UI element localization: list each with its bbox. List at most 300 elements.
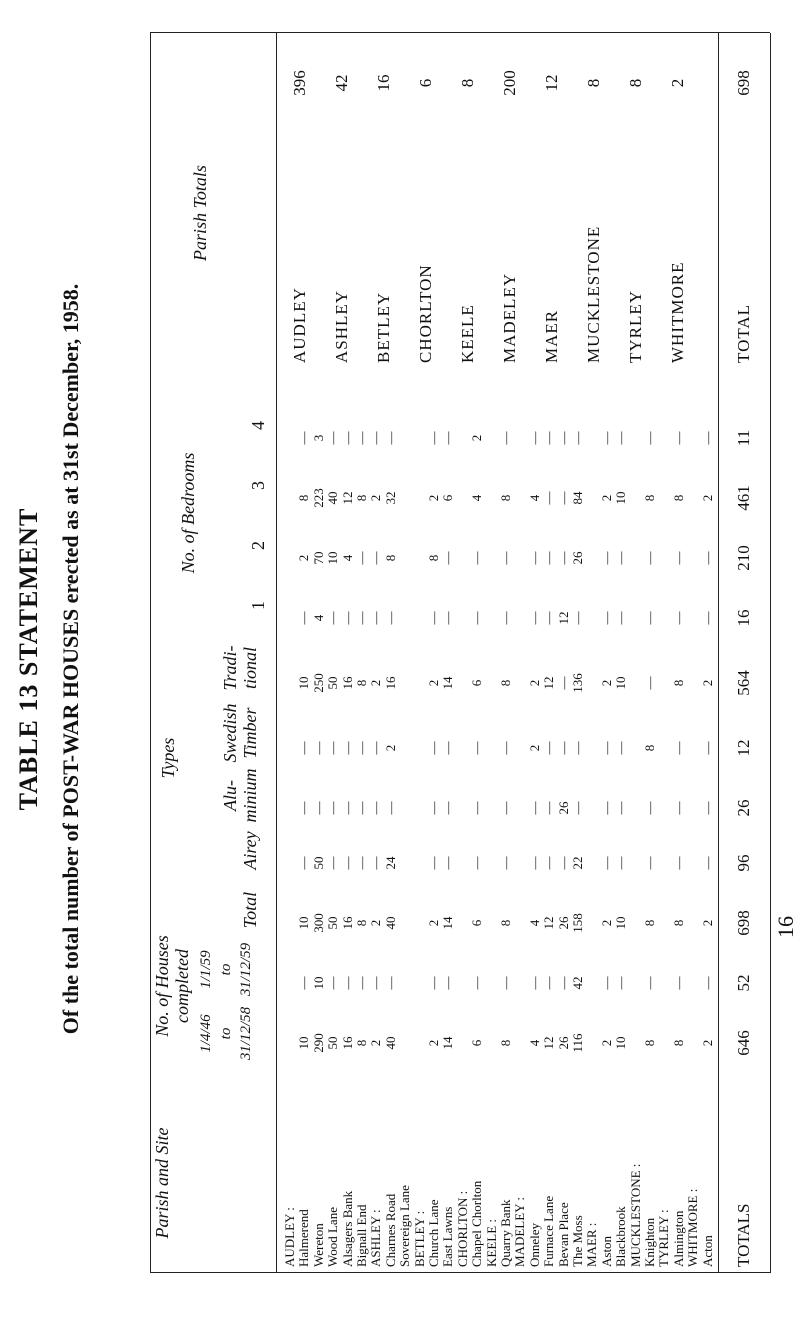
row-label: Aston xyxy=(598,1235,614,1267)
table-cell: 84 xyxy=(570,491,585,505)
table-cell: 2 xyxy=(426,919,441,927)
row-label: TYRLEY : xyxy=(656,1209,672,1267)
table-cell: 8 xyxy=(354,919,369,927)
parish-name: BETLEY xyxy=(374,291,393,363)
table-cell: 8 xyxy=(670,679,686,687)
table-cell: 50 xyxy=(310,856,326,870)
row-label: Onneley xyxy=(526,1222,542,1267)
table-cell: — xyxy=(339,976,355,990)
parish-total-value: 16 xyxy=(374,74,393,92)
table-cell: — xyxy=(526,856,542,870)
table-cell: — xyxy=(426,856,441,870)
table-title: TABLE 13 STATEMENT xyxy=(14,507,43,811)
table-cell: — xyxy=(368,856,384,870)
table-cell: — xyxy=(541,856,557,870)
row-label: Quarry Bank xyxy=(498,1199,513,1267)
table-cell: — xyxy=(598,741,614,755)
row-label: Blackbrook xyxy=(613,1206,629,1267)
totals-cell: 698 xyxy=(734,910,753,936)
table-cell: — xyxy=(541,491,557,505)
parish-total-value: 396 xyxy=(290,70,309,96)
header-bedrooms: No. of Bedrooms xyxy=(178,452,198,574)
table-cell: 12 xyxy=(339,491,355,505)
table-cell: — xyxy=(570,431,585,445)
table-cell: — xyxy=(426,801,441,815)
table-cell: 40 xyxy=(382,916,398,930)
parish-name: CHORLTON xyxy=(416,264,435,363)
parish-total-value: 8 xyxy=(458,78,477,88)
table-cell: 8 xyxy=(426,554,441,562)
table-cell: 50 xyxy=(325,1036,341,1050)
table-cell: — xyxy=(498,856,513,870)
table-cell: — xyxy=(339,856,355,870)
parish-name: MADELEY xyxy=(500,272,519,363)
table-cell: — xyxy=(570,801,585,815)
table-cell: — xyxy=(670,611,686,625)
table-cell: 8 xyxy=(498,1039,513,1047)
row-label: Acton xyxy=(699,1235,715,1267)
table-cell: — xyxy=(354,976,369,990)
table-cell: — xyxy=(382,976,398,990)
header-airey: Airey xyxy=(240,831,260,870)
table-cell: 26 xyxy=(555,916,571,930)
table-cell: — xyxy=(498,431,513,445)
table-cell: 16 xyxy=(339,676,355,690)
table-cell: — xyxy=(642,976,657,990)
table-cell: 2 xyxy=(699,1039,715,1047)
row-label: Wood Lane xyxy=(325,1207,341,1267)
table-cell: 250 xyxy=(310,673,326,693)
table-cell: — xyxy=(296,741,312,755)
table-cell: 2 xyxy=(368,919,384,927)
row-label: The Moss xyxy=(570,1215,585,1267)
table-cell: 2 xyxy=(296,554,312,562)
row-label: Furnace Lane xyxy=(541,1195,557,1267)
header-bed-3: 3 xyxy=(248,481,268,490)
table-cell: — xyxy=(570,611,585,625)
table-cell: 4 xyxy=(339,554,355,562)
table-cell: — xyxy=(699,976,715,990)
table-cell: 8 xyxy=(670,494,686,502)
table-cell: 14 xyxy=(440,916,456,930)
table-cell: — xyxy=(613,976,629,990)
table-cell: 12 xyxy=(541,916,557,930)
table-cell: 8 xyxy=(354,1039,369,1047)
table-cell: 16 xyxy=(382,676,398,690)
row-label: MAER : xyxy=(584,1222,600,1267)
table-cell: — xyxy=(382,611,398,625)
table-cell: 8 xyxy=(296,494,312,502)
row-label: Halmerend xyxy=(296,1209,312,1267)
table-cell: 26 xyxy=(555,1036,571,1050)
row-label: MUCKLESTONE : xyxy=(627,1163,643,1267)
table-cell: 40 xyxy=(325,491,341,505)
table-cell: 8 xyxy=(382,554,398,562)
row-label: Chapel Chorlton xyxy=(469,1180,485,1267)
header-traditional: Tradi- tional xyxy=(220,645,260,691)
table-cell: 26 xyxy=(555,801,571,815)
table-cell: — xyxy=(613,741,629,755)
table-cell: 8 xyxy=(642,744,657,752)
row-label: ASHLEY : xyxy=(368,1209,384,1267)
table-cell: 2 xyxy=(426,1039,441,1047)
table-cell: 6 xyxy=(469,919,485,927)
table-cell: 12 xyxy=(555,611,571,625)
table-cell: 158 xyxy=(570,913,585,933)
table-cell: 4 xyxy=(526,919,542,927)
table-cell: 2 xyxy=(526,744,542,752)
table-cell: — xyxy=(642,676,657,690)
row-label: WHITMORE : xyxy=(685,1188,701,1267)
table-cell: — xyxy=(382,431,398,445)
table-cell: — xyxy=(670,431,686,445)
table-cell: 2 xyxy=(598,919,614,927)
table-cell: — xyxy=(310,801,326,815)
grand-total-value: 698 xyxy=(734,70,753,96)
table-cell: 6 xyxy=(469,679,485,687)
table-cell: — xyxy=(526,611,542,625)
table-cell: 10 xyxy=(613,491,629,505)
table-cell: — xyxy=(325,976,341,990)
totals-cell: 564 xyxy=(734,670,753,696)
table-cell: — xyxy=(354,856,369,870)
header-bed-2: 2 xyxy=(248,541,268,550)
totals-cell: 11 xyxy=(734,429,753,447)
table-cell: — xyxy=(541,551,557,565)
row-label: Alsagers Bank xyxy=(339,1190,355,1267)
totals-rule xyxy=(718,33,719,1273)
table-cell: 2 xyxy=(598,494,614,502)
table-cell: — xyxy=(339,431,355,445)
table-cell: — xyxy=(368,551,384,565)
header-parish-totals: Parish Totals xyxy=(190,165,210,261)
row-label: BETLEY : xyxy=(411,1210,427,1267)
table-cell: 8 xyxy=(642,1039,657,1047)
header-aluminium: Alu- minium xyxy=(220,768,260,823)
totals-cell: 52 xyxy=(734,974,753,992)
table-cell: — xyxy=(469,551,485,565)
table-cell: 2 xyxy=(426,679,441,687)
table-cell: — xyxy=(368,976,384,990)
header-rule xyxy=(276,33,277,1273)
table-cell: 300 xyxy=(310,913,326,933)
table-cell: — xyxy=(642,551,657,565)
table-cell: — xyxy=(598,611,614,625)
table-cell: — xyxy=(555,676,571,690)
table-cell: — xyxy=(296,801,312,815)
table-cell: — xyxy=(642,856,657,870)
table-cell: — xyxy=(555,856,571,870)
table-cell: — xyxy=(613,611,629,625)
table-cell: — xyxy=(354,551,369,565)
table-cell: — xyxy=(699,551,715,565)
header-period-2: 1/1/59 to 31/12/59 xyxy=(198,942,254,997)
table-cell: — xyxy=(469,741,485,755)
parish-name: MUCKLESTONE xyxy=(584,225,603,363)
header-total: Total xyxy=(240,891,260,929)
table-cell: 2 xyxy=(598,1039,614,1047)
table-cell: 116 xyxy=(570,1033,585,1053)
table-cell: — xyxy=(368,741,384,755)
table-cell: — xyxy=(440,741,456,755)
table-cell: — xyxy=(382,801,398,815)
table-cell: — xyxy=(354,741,369,755)
table-cell: — xyxy=(670,856,686,870)
parish-name: AUDLEY xyxy=(290,287,309,363)
parish-name: TYRLEY xyxy=(626,289,645,363)
table-cell: — xyxy=(670,741,686,755)
totals-cell: 16 xyxy=(734,609,753,627)
table-cell: — xyxy=(498,801,513,815)
totals-label: TOTALS xyxy=(734,1203,753,1267)
table-cell: 8 xyxy=(642,919,657,927)
table-cell: 4 xyxy=(526,1039,542,1047)
table-cell: — xyxy=(670,976,686,990)
table-cell: 8 xyxy=(670,919,686,927)
table-cell: — xyxy=(541,976,557,990)
table-cell: 12 xyxy=(541,676,557,690)
table-cell: — xyxy=(526,551,542,565)
page-number: 16 xyxy=(773,916,798,938)
table-cell: — xyxy=(555,551,571,565)
table-cell: — xyxy=(526,431,542,445)
table-cell: — xyxy=(469,856,485,870)
table-cell: — xyxy=(541,741,557,755)
table-cell: 10 xyxy=(613,676,629,690)
table-cell: — xyxy=(296,611,312,625)
table-cell: — xyxy=(613,551,629,565)
table-cell: — xyxy=(498,741,513,755)
table-cell: 16 xyxy=(339,916,355,930)
table-cell: — xyxy=(555,431,571,445)
table-cell: 4 xyxy=(526,494,542,502)
table-cell: 40 xyxy=(382,1036,398,1050)
table-cell: — xyxy=(440,976,456,990)
table-cell: 6 xyxy=(469,1039,485,1047)
table-cell: 10 xyxy=(325,551,341,565)
table-cell: — xyxy=(598,976,614,990)
table-cell: 10 xyxy=(296,1036,312,1050)
table-cell: 2 xyxy=(699,919,715,927)
table-cell: 2 xyxy=(598,679,614,687)
table-cell: — xyxy=(699,856,715,870)
row-label: Bignall End xyxy=(354,1204,369,1267)
table-cell: 3 xyxy=(310,434,326,442)
table-cell: 8 xyxy=(498,679,513,687)
table-right-rule xyxy=(150,32,770,33)
row-label: MADELEY : xyxy=(512,1197,528,1267)
parish-total-value: 8 xyxy=(626,78,645,88)
table-cell: — xyxy=(440,856,456,870)
table-cell: — xyxy=(296,431,312,445)
table-cell: 50 xyxy=(325,916,341,930)
table-cell: 2 xyxy=(469,434,485,442)
table-cell: — xyxy=(368,801,384,815)
table-cell: 8 xyxy=(354,494,369,502)
table-cell: 6 xyxy=(440,494,456,502)
table-cell: — xyxy=(699,801,715,815)
table-cell: 12 xyxy=(541,1036,557,1050)
header-swedish: Swedish Timber xyxy=(220,703,260,763)
parish-name: KEELE xyxy=(458,304,477,363)
table-cell: 8 xyxy=(642,494,657,502)
table-cell: — xyxy=(310,741,326,755)
table-cell: — xyxy=(296,856,312,870)
table-cell: — xyxy=(440,801,456,815)
table-cell: — xyxy=(469,801,485,815)
table-cell: 10 xyxy=(296,916,312,930)
table-cell: — xyxy=(296,976,312,990)
row-label: CHORLTON : xyxy=(454,1190,470,1267)
table-cell: 32 xyxy=(382,491,398,505)
table-cell: — xyxy=(541,611,557,625)
table-cell: — xyxy=(613,431,629,445)
table-cell: — xyxy=(598,856,614,870)
table-cell: 50 xyxy=(325,676,341,690)
row-label: Charnes Road xyxy=(382,1193,398,1267)
table-cell: — xyxy=(426,431,441,445)
table-cell: 10 xyxy=(310,976,326,990)
table-cell: 136 xyxy=(570,673,585,693)
table-cell: — xyxy=(498,976,513,990)
table-cell: — xyxy=(426,741,441,755)
table-cell: 42 xyxy=(570,976,585,990)
table-cell: — xyxy=(670,801,686,815)
header-completed: No. of Houses completed xyxy=(152,935,192,1037)
table-cell: — xyxy=(426,611,441,625)
table-cell: 290 xyxy=(310,1033,326,1053)
table-cell: — xyxy=(325,611,341,625)
totals-cell: 461 xyxy=(734,485,753,511)
table-cell: 2 xyxy=(699,494,715,502)
table-cell: — xyxy=(526,976,542,990)
statement-table xyxy=(150,33,772,1273)
table-cell: — xyxy=(642,611,657,625)
table-cell: — xyxy=(354,801,369,815)
parish-total-value: 2 xyxy=(668,78,687,88)
totals-cell: 96 xyxy=(734,854,753,872)
table-cell: — xyxy=(699,431,715,445)
table-cell: — xyxy=(339,611,355,625)
table-subtitle: Of the total number of POST-WAR HOUSES erected as at 31st December, 1958. xyxy=(58,283,83,1035)
row-label: Knighton xyxy=(642,1217,657,1267)
table-cell: 2 xyxy=(368,679,384,687)
parish-total-value: 12 xyxy=(542,74,561,92)
row-label: AUDLEY : xyxy=(282,1207,297,1267)
parish-name: ASHLEY xyxy=(332,289,351,363)
table-cell: — xyxy=(555,741,571,755)
table-cell: — xyxy=(498,611,513,625)
row-label: KEELE : xyxy=(483,1218,499,1267)
table-cell: 8 xyxy=(498,494,513,502)
table-cell: 2 xyxy=(426,494,441,502)
parish-name: WHITMORE xyxy=(668,261,687,363)
table-cell: — xyxy=(555,976,571,990)
row-label: Church Lane xyxy=(426,1199,441,1267)
header-period-1: 1/4/46 to 31/12/58 xyxy=(198,1006,254,1061)
header-bed-4: 4 xyxy=(248,421,268,430)
table-cell: — xyxy=(354,611,369,625)
table-bottom-rule xyxy=(770,33,771,1273)
table-cell: 26 xyxy=(570,551,585,565)
table-cell: — xyxy=(541,801,557,815)
table-cell: — xyxy=(598,551,614,565)
table-cell: — xyxy=(469,976,485,990)
table-cell: 14 xyxy=(440,1036,456,1050)
parish-name: MAER xyxy=(542,309,561,363)
table-cell: — xyxy=(354,431,369,445)
table-cell: — xyxy=(642,431,657,445)
table-cell: 14 xyxy=(440,676,456,690)
table-cell: 10 xyxy=(613,916,629,930)
table-cell: 16 xyxy=(339,1036,355,1050)
table-cell: — xyxy=(440,611,456,625)
totals-cell: 210 xyxy=(734,545,753,571)
table-cell: — xyxy=(598,431,614,445)
table-cell: 2 xyxy=(368,1039,384,1047)
table-cell: — xyxy=(368,611,384,625)
table-cell: 4 xyxy=(310,614,326,622)
table-cell: — xyxy=(670,551,686,565)
row-label: Sovereign Lane xyxy=(397,1185,413,1267)
table-cell: — xyxy=(541,431,557,445)
grand-total-label: TOTAL xyxy=(734,303,753,363)
table-cell: 223 xyxy=(310,488,326,508)
row-label: Bevan Place xyxy=(555,1202,571,1267)
table-cell: — xyxy=(339,741,355,755)
totals-cell: 12 xyxy=(734,739,753,757)
table-cell: — xyxy=(325,431,341,445)
table-cell: 10 xyxy=(296,676,312,690)
table-cell: 22 xyxy=(570,856,585,870)
table-cell: — xyxy=(440,431,456,445)
table-cell: — xyxy=(498,551,513,565)
table-cell: — xyxy=(699,741,715,755)
table-cell: — xyxy=(570,741,585,755)
table-top-rule xyxy=(150,33,151,1273)
table-cell: — xyxy=(339,801,355,815)
header-bed-1: 1 xyxy=(248,601,268,610)
table-cell: — xyxy=(368,431,384,445)
table-cell: 70 xyxy=(310,551,326,565)
totals-cell: 26 xyxy=(734,799,753,817)
parish-total-value: 6 xyxy=(416,78,435,88)
table-cell: 4 xyxy=(469,494,485,502)
table-cell: — xyxy=(325,856,341,870)
table-cell: — xyxy=(426,976,441,990)
table-cell: — xyxy=(699,611,715,625)
row-label: Almington xyxy=(670,1210,686,1267)
table-cell: 10 xyxy=(613,1036,629,1050)
table-cell: 2 xyxy=(526,679,542,687)
table-cell: — xyxy=(598,801,614,815)
table-cell: — xyxy=(642,801,657,815)
table-cell: — xyxy=(325,741,341,755)
header-types: Types xyxy=(158,737,178,779)
parish-total-value: 8 xyxy=(584,78,603,88)
table-cell: — xyxy=(469,611,485,625)
table-cell: 8 xyxy=(498,919,513,927)
parish-total-value: 200 xyxy=(500,70,519,96)
table-cell: — xyxy=(555,491,571,505)
parish-total-value: 42 xyxy=(332,74,351,92)
table-cell: — xyxy=(325,801,341,815)
totals-cell: 646 xyxy=(734,1030,753,1056)
table-cell: 8 xyxy=(354,679,369,687)
table-cell: 2 xyxy=(699,679,715,687)
table-cell: — xyxy=(613,801,629,815)
table-left-rule xyxy=(150,1272,770,1273)
